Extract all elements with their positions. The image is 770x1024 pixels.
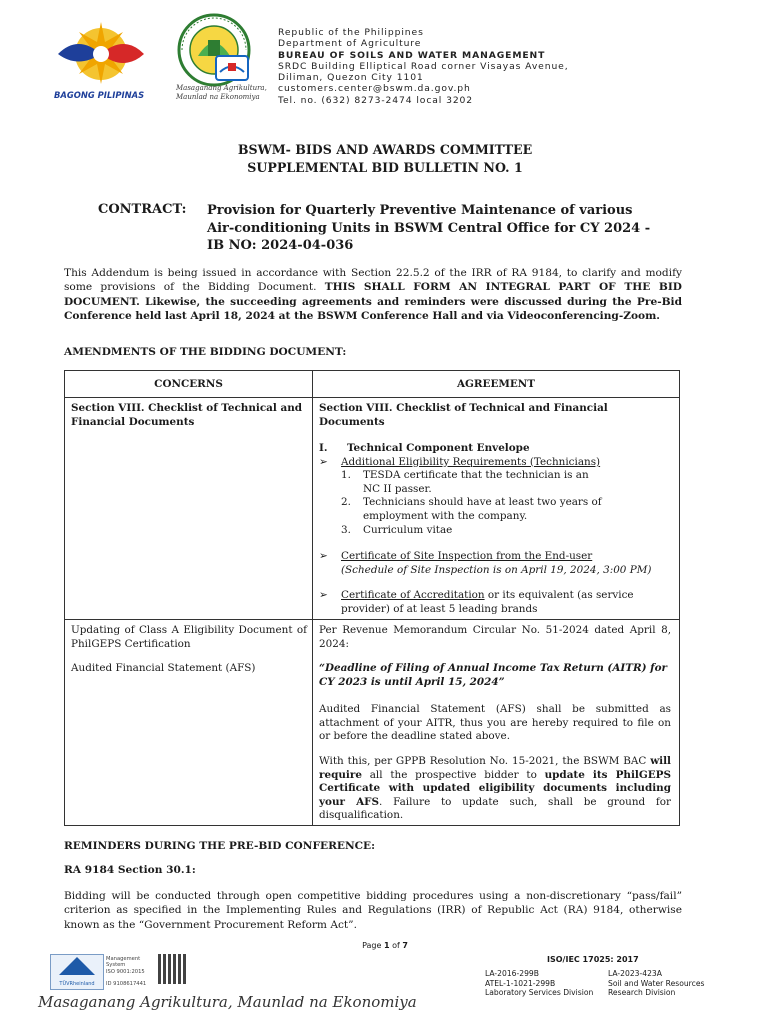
address-line: Republic of the Philippines	[278, 27, 424, 38]
technical-envelope-block	[319, 442, 675, 617]
agreement-checklist-title-text: Section VIII. Checklist of Technical and Financial Documents	[319, 402, 608, 428]
additional-requirements	[319, 456, 675, 470]
page-number	[0, 941, 770, 950]
accreditation-text: or its equivalent (as service provider) of at least 5 leading brands	[341, 589, 634, 615]
requirement-item	[341, 496, 675, 523]
qr-code-icon	[158, 954, 188, 984]
address-phone: Tel. no. (632) 8273-2474 local 3202	[278, 94, 474, 106]
gppb-text: With this, per GPPB Resolution No. 15-2021, the BSWM BAC	[319, 755, 651, 767]
lab-code: LA-2023-423A	[608, 969, 662, 978]
concern-philgeps: Updating of Class A Eligibility Document of PhilGEPS Certification	[71, 624, 307, 650]
contract-line-1: Provision for Quarterly Preventive Maintenance of various	[207, 203, 633, 218]
address-line-bureau: BUREAU OF SOILS AND WATER MANAGEMENT	[278, 49, 546, 61]
arrow-bullet-icon: ➢	[319, 589, 328, 602]
gppb-resolution-text	[319, 755, 671, 823]
address-line: Department of Agriculture	[278, 38, 422, 50]
table-column-divider	[312, 371, 313, 825]
memo-circular-text: Per Revenue Memorandum Circular No. 51-2024 dated April 8, 2024:	[319, 624, 671, 650]
table-header-divider	[65, 397, 679, 398]
address-line: Diliman, Quezon City 1101	[278, 72, 424, 84]
addendum-paragraph	[64, 266, 682, 323]
document-title-line-1: BSWM- BIDS AND AWARDS COMMITTEE	[237, 142, 533, 157]
bswm-logo	[215, 55, 249, 81]
current-page: 1	[383, 941, 390, 950]
requirements-list	[319, 469, 675, 537]
column-header-agreement: AGREEMENT	[456, 378, 536, 390]
contract-ib-number: IB NO: 2024-04-036	[207, 238, 354, 253]
cert-text-line: ISO 9001:2015	[106, 968, 145, 975]
cert-text-line: System	[106, 962, 126, 969]
cert-text-line: Management	[106, 956, 141, 962]
concern-checklist-text: Section VIII. Checklist of Technical and Financial Documents	[71, 402, 303, 428]
bagong-pilipinas-text: BAGONG PILIPINAS	[54, 90, 145, 100]
da-caption-line-1: Masaganang Agrikultura,	[176, 84, 267, 92]
requirement-text: TESDA certificate that the technician is an NC II passer.	[363, 469, 589, 495]
reminders-heading: REMINDERS DURING THE PRE-BID CONFERENCE:	[64, 840, 376, 852]
total-pages: 7	[402, 941, 408, 950]
requirement-item	[341, 524, 675, 538]
lab-division: Laboratory Services Division	[485, 988, 594, 997]
lab-division: Soil and Water Resources	[608, 978, 705, 988]
contract-label: CONTRACT:	[98, 202, 187, 217]
site-inspection-item	[319, 550, 675, 564]
iso-standard: ISO/IEC 17025: 2017	[547, 955, 639, 964]
lab-code: LA-2016-299B	[485, 969, 539, 978]
arrow-bullet-icon: ➢	[319, 455, 328, 468]
lab-accreditation-1	[485, 969, 593, 998]
column-header-concerns: CONCERNS	[154, 378, 223, 390]
page-of: of	[389, 941, 403, 950]
agency-address-block	[278, 27, 569, 106]
cert-id: ID 9108617441	[106, 981, 147, 988]
address-line: SRDC Building Elliptical Road corner Visayas Avenue,	[278, 60, 569, 72]
contract-description	[207, 202, 697, 255]
requirement-number: 2.	[341, 496, 351, 509]
roman-numeral: I.	[319, 442, 328, 454]
amendments-table	[64, 370, 680, 826]
table-row-divider	[65, 619, 679, 620]
gppb-text: . Failure to update such, shall be ground for disqualification.	[319, 795, 671, 822]
afs-submission-text: Audited Financial Statement (AFS) shall be submitted as attachment of your AITR, thus you are hereby required to file on or before the deadline stated above.	[319, 703, 671, 743]
addendum-bold-text: THIS SHALL FORM AN INTEGRAL PART OF THE BID DOCUMENT. Likewise, the succeeding agreements and reminders were discussed during the Pre-Bid Conference held last April 18, 2024 at the BSWM Conference Hall and via Videoconferencing-Zoom.	[64, 281, 682, 322]
document-title-line-2: SUPPLEMENTAL BID BULLETIN NO. 1	[247, 160, 523, 175]
agreement-checklist-title	[319, 402, 669, 429]
gppb-bold-text: will require	[319, 755, 671, 781]
aitr-deadline-text: “Deadline of Filing of Annual Income Tax Return (AITR) for CY 2023 is until April 15, 2024”	[319, 662, 668, 688]
da-caption-line-2: Maunlad na Ekonomiya	[176, 93, 260, 101]
lab-code: ATEL-1-1021-299B	[485, 978, 556, 988]
site-inspection-schedule: (Schedule of Site Inspection is on April 19, 2024, 3:00 PM)	[341, 563, 652, 576]
contract-line-2: Air-conditioning Units in BSWM Central Office for CY 2024 -	[207, 220, 651, 236]
lab-accreditation-2	[608, 969, 704, 998]
tuv-triangle-icon	[51, 955, 103, 977]
da-caption	[176, 84, 274, 102]
requirement-number: 3.	[341, 523, 351, 536]
gppb-bold-text: update its PhilGEPS Certificate with updated eligibility documents including your AFS	[319, 768, 671, 808]
gppb-text: all the prospective bidder to	[361, 768, 545, 781]
page-label: Page	[362, 941, 384, 950]
concern-checklist	[71, 402, 307, 429]
accreditation-item	[319, 589, 675, 616]
footer-motto: Masaganang Agrikultura, Maunlad na Ekonomiya	[38, 993, 417, 1011]
ra-section-text: Bidding will be conducted through open competitive bidding procedures using a non-discretionary “pass/fail” criterion as specified in the Implementing Rules and Regulations (IRR) of Republic Act (RA) 9184, otherwise known as the “Government Procurement Reform Act”.	[64, 890, 682, 931]
lab-division: Research Division	[608, 988, 676, 997]
address-email: customers.center@bswm.da.gov.ph	[278, 83, 471, 95]
requirement-item	[341, 469, 675, 496]
accreditation-label: Certificate of Accreditation	[341, 589, 485, 602]
cert-text	[106, 956, 146, 988]
bagong-pilipinas-logo	[48, 14, 154, 106]
technical-envelope-heading	[319, 442, 675, 456]
amendments-heading: AMENDMENTS OF THE BIDDING DOCUMENT:	[64, 346, 347, 358]
additional-requirements-label: Additional Eligibility Requirements (Technicians)	[341, 455, 601, 468]
iso-certification-badge	[50, 954, 200, 990]
requirement-text: Curriculum vitae	[363, 523, 453, 536]
concern-afs: Audited Financial Statement (AFS)	[71, 662, 256, 674]
technical-envelope-label: Technical Component Envelope	[347, 442, 530, 454]
addendum-text: This Addendum is being issued in accordance with Section 22.5.2 of the IRR of RA 9184, to clarify and modify some provisions of the Bidding Document.	[64, 267, 682, 294]
site-inspection-label: Certificate of Site Inspection from the End-user	[341, 550, 593, 563]
arrow-bullet-icon: ➢	[319, 550, 328, 563]
tuv-logo	[50, 954, 104, 990]
ra-section-heading: RA 9184 Section 30.1:	[64, 864, 196, 876]
requirement-number: 1.	[341, 469, 351, 482]
tuv-brand-text: TÜVRheinland	[59, 981, 95, 987]
requirement-text: Technicians should have at least two years of employment with the company.	[363, 496, 602, 522]
